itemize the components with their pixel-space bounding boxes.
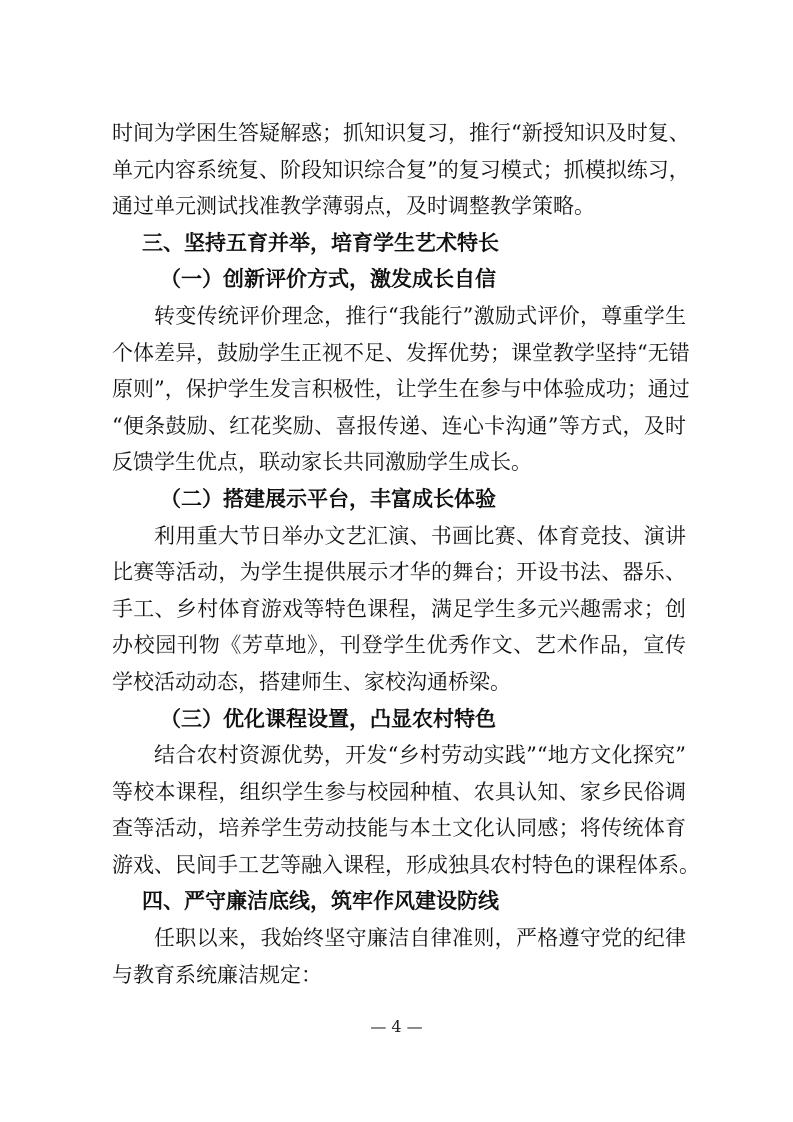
body-line: 结合农村资源优势，开发“乡村劳动实践”“地方文化探究”	[154, 743, 686, 768]
body-line: 游戏、民间手工艺等融入课程，形成独具农村特色的课程体系。	[112, 852, 700, 877]
document-body	[112, 115, 700, 993]
body-line: 比赛等活动，为学生提供展示才华的舞台；开设书法、器乐、	[112, 560, 686, 585]
body-line: 单元内容系统复、阶段知识综合复”的复习模式；抓模拟练习，	[112, 157, 690, 182]
body-line: 等校本课程，组织学生参与校园种植、农具认知、家乡民俗调	[112, 779, 686, 804]
subsection-heading: （一）创新评价方式，激发成长自信	[160, 266, 496, 292]
subsection-heading: （二）搭建展示平台，丰富成长体验	[160, 485, 496, 511]
body-line: 个体差异，鼓励学生正视不足、发挥优势；课堂教学坚持“无错	[112, 340, 690, 365]
body-line: 通过单元测试找准教学薄弱点，及时调整教学策略。	[112, 194, 595, 219]
body-line: 任职以来，我始终坚守廉洁自律准则，严格遵守党的纪律	[154, 926, 686, 951]
body-line: 与教育系统廉洁规定：	[112, 962, 322, 987]
body-line: 转变传统评价理念，推行“我能行”激励式评价，尊重学生	[154, 303, 686, 328]
body-line: “便条鼓励、红花奖励、喜报传递、连心卡沟通”等方式，及时	[112, 413, 686, 438]
body-line: 反馈学生优点，联动家长共同激励学生成长。	[112, 450, 532, 475]
body-line: 利用重大节日举办文艺汇演、书画比赛、体育竞技、演讲	[154, 523, 686, 548]
page-number: — 4 —	[370, 1017, 423, 1036]
body-line: 查等活动，培养学生劳动技能与本土文化认同感；将传统体育	[112, 816, 686, 841]
section-heading: 四、严守廉洁底线，筑牢作风建设防线	[142, 889, 499, 914]
body-line: 手工、乡村体育游戏等特色课程，满足学生多元兴趣需求；创	[112, 596, 686, 621]
section-heading: 三、坚持五育并举，培育学生艺术特长	[142, 230, 499, 255]
body-line: 时间为学困生答疑解惑；抓知识复习，推行“新授知识及时复、	[112, 121, 690, 145]
subsection-heading: （三）优化课程设置，凸显农村特色	[160, 705, 496, 731]
body-line: 原则”，保护学生发言积极性，让学生在参与中体验成功；通过	[112, 377, 690, 402]
body-line: 学校活动动态，搭建师生、家校沟通桥梁。	[112, 669, 511, 694]
body-line: 办校园刊物《芳草地》，刊登学生优秀作文、艺术作品，宣传	[112, 633, 686, 658]
